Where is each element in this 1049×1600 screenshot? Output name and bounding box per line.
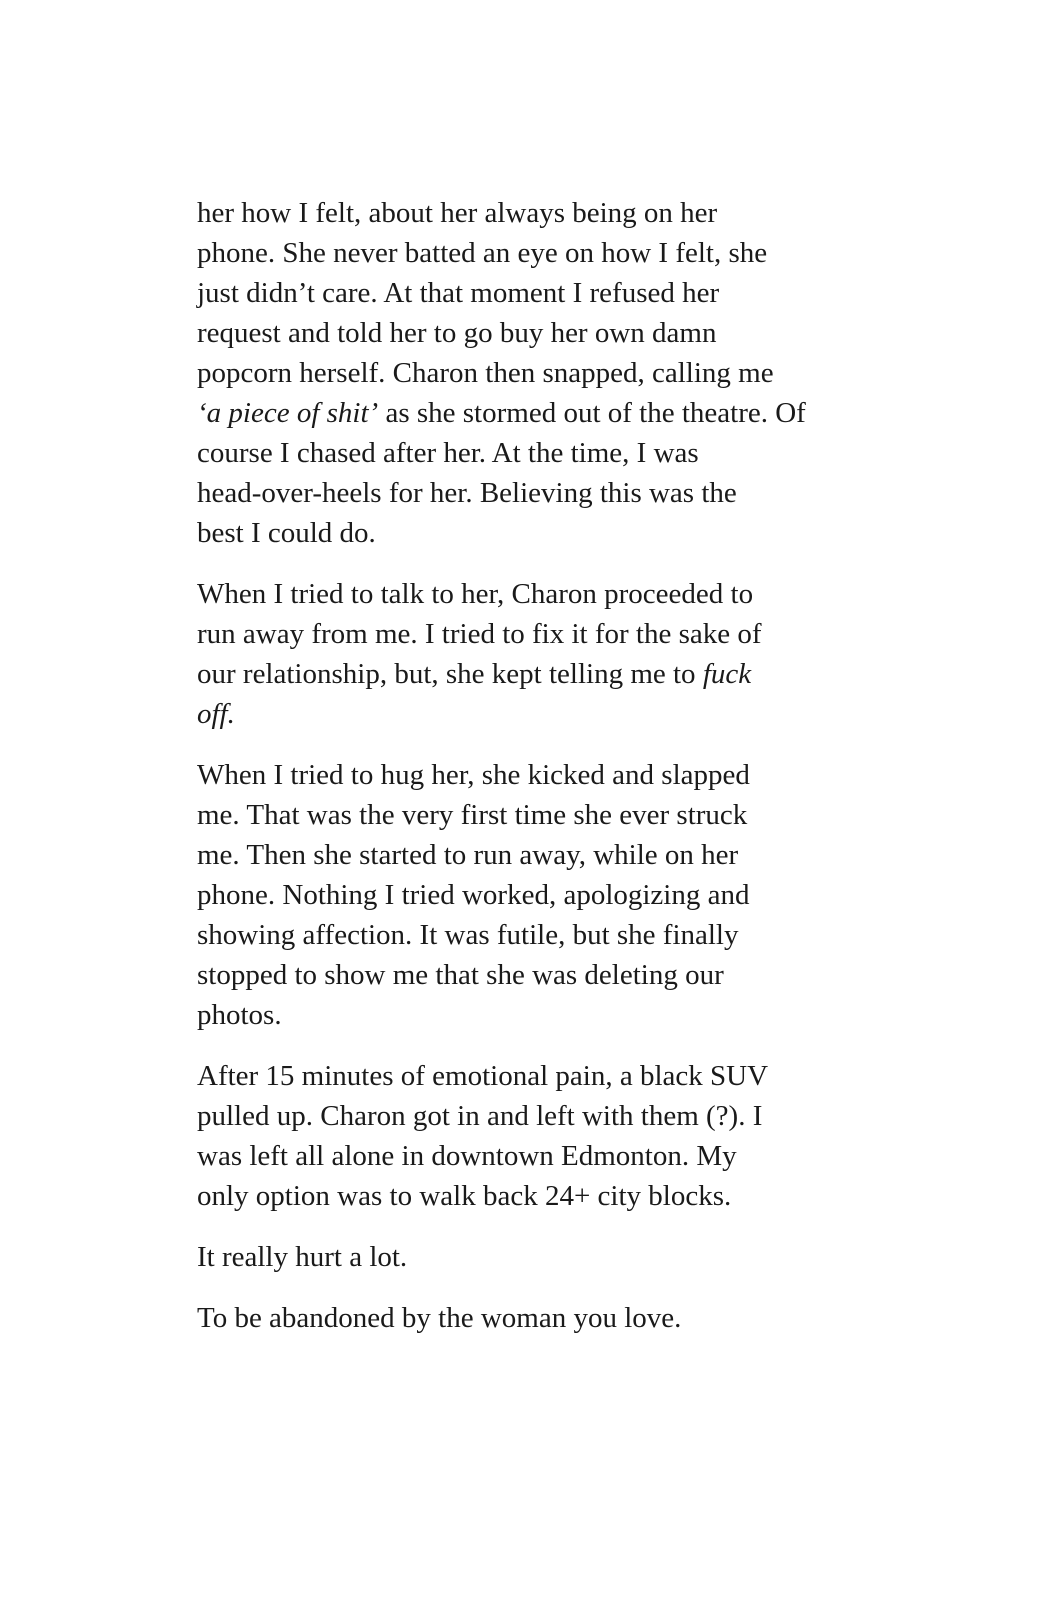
text-line: After 15 minutes of emotional pain, a black SUV (197, 1060, 769, 1092)
paragraph-2 (197, 574, 847, 734)
text-line: pulled up. Charon got in and left with them (?). I (197, 1100, 763, 1132)
text-line: her how I felt, about her always being on her (197, 197, 718, 229)
text-line: popcorn herself. Charon then snapped, calling me (197, 357, 774, 389)
text-line: stopped to show me that she was deleting our (197, 959, 724, 991)
text-line: only option was to walk back 24+ city blocks. (197, 1180, 732, 1212)
text-line: me. Then she started to run away, while on her (197, 839, 739, 871)
paragraph-4 (197, 1056, 847, 1216)
document-page (197, 193, 847, 1359)
text-line: When I tried to hug her, she kicked and slapped (197, 759, 750, 791)
text-line: run away from me. I tried to fix it for the sake of (197, 618, 762, 650)
text-line: head-over-heels for her. Believing this was the (197, 477, 737, 509)
text-line: best I could do. (197, 517, 376, 549)
paragraph-6 (197, 1298, 847, 1338)
text-line: It really hurt a lot. (197, 1241, 408, 1273)
text-line: course I chased after her. At the time, I was (197, 437, 699, 469)
italic-word: fuck (702, 658, 752, 690)
text-line: To be abandoned by the woman you love. (197, 1302, 682, 1334)
italic-quote: ‘a piece of shit’ (197, 397, 379, 429)
text-line: request and told her to go buy her own damn (197, 317, 717, 349)
text-line: When I tried to talk to her, Charon proceeded to (197, 578, 754, 610)
text-line: ‘a piece of shit’ as she stormed out of the theatre. Of (197, 397, 806, 429)
text-line: photos. (197, 999, 282, 1031)
text-line: phone. She never batted an eye on how I felt, she (197, 237, 768, 269)
text-line (197, 694, 847, 734)
paragraph-5 (197, 1237, 847, 1277)
text-line: me. That was the very first time she ever struck (197, 799, 748, 831)
paragraph-1 (197, 193, 847, 553)
paragraph-3 (197, 755, 847, 1035)
text-line: was left all alone in downtown Edmonton. My (197, 1140, 737, 1172)
text-line: showing affection. It was futile, but she finally (197, 919, 739, 951)
text-line: just didn’t care. At that moment I refused her (197, 277, 720, 309)
text-line: our relationship, but, she kept telling me to fuck (197, 658, 752, 690)
text-line: phone. Nothing I tried worked, apologizing and (197, 879, 750, 911)
italic-word: off. (197, 698, 235, 730)
